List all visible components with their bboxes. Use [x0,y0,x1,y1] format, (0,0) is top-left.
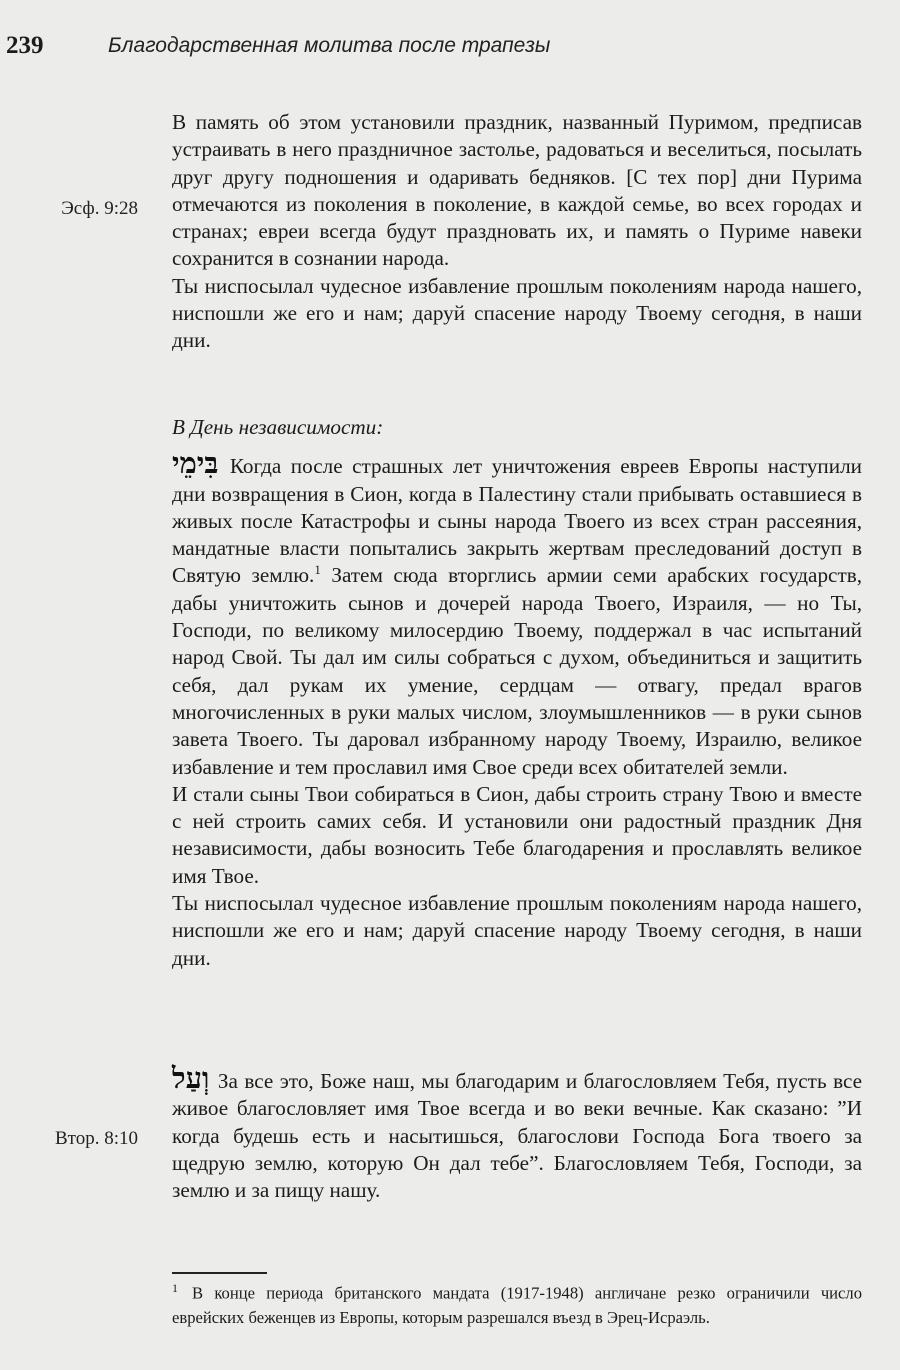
footnote [172,1276,862,1330]
independence-paragraph-3: Ты ниспосылал чудесное избавление прошлым поколениям народа нашего, ниспошли же его и нам; даруй спасение народу Твоему сегодня, в наши дни. [172,891,862,970]
closing-paragraph [172,1061,863,1204]
footnote-divider [172,1272,267,1274]
purim-paragraph-1: В память об этом установили праздник, названный Пуримом, предписав устраивать в него праздничное застолье, радоваться и веселиться, посылать друг другу подношения и одаривать бедняков. [С тех пор] дни Пурима отмечаются из поколения в поколение, в каждой семье, во всех городах и странах; евреи всегда будут праздновать их, и память о Пуриме навеки сохранится в сознании народа. [172,110,862,271]
margin-ref-deut: Втор. 8:10 [54,1128,138,1149]
footnote-number: 1 [172,1281,178,1295]
purim-paragraph-2: Ты ниспосылал чудесное избавление прошлым поколениям народа нашего, ниспошли же его и нам; даруй спасение народу Твоему сегодня, в наши дни. [172,273,862,353]
independence-subheading: В День независимости: [172,415,384,439]
hebrew-word-veal: וְעַל [172,1061,210,1095]
closing-section [172,1061,863,1204]
running-title: Благодарственная молитва после трапезы [108,34,551,57]
closing-text-b: Как сказано: ”И когда будешь есть и насытишься, благослови Господа Бога твоего за щедрую землю, которую Он дал тебе”. Благословляем Тебя, Господи, за землю и за пищу нашу. [172,1096,862,1203]
margin-ref-esther: Эсф. 9:28 [61,198,138,219]
independence-section [172,414,862,972]
independence-paragraph-2: И стали сыны Твои собираться в Сион, дабы строить страну Твою и вместе с ней строить самих себя. И установили они радостный праздник Дня независимости, дабы возносить Тебе благодарения и прославлять великое имя Твое. [172,781,862,888]
footnote-marker[interactable]: 1 [314,562,321,578]
independence-paragraph-1 [172,446,863,781]
page-header [6,30,886,62]
closing-text-a: За все это, Боже наш, мы благодарим и благословляем Тебя, пусть все живое благословляет имя Твое всегда и во веки вечные. [172,1069,863,1121]
hebrew-word-bimei: בִּימֵי [172,446,219,481]
independence-paragraph-1-a: Когда после страшных лет уничтожения евреев Европы наступили дни возвращения в Сион, когда в Палестину стали прибывать оставшиеся в живых после Катастрофы и сыны народа Твоего из всех стран рассеяния, мандатные власти попытались закрыть жертвам преследований доступ в Святую землю. [172,454,863,588]
independence-paragraph-1-b: Затем сюда вторглись армии семи арабских государств, дабы уничтожить сынов и дочерей народа Твоего, Израиля, — но Ты, Господи, по великому милосердию Твоему, поддержал в час испытаний народ Свой. Ты дал им силы собраться с духом, объединиться и защитить себя, дал рукам их умение, сердцам — отвагу, предал врагов многочисленных в руки малых числом, злоумышленников — в руки сынов завета Твоего. Ты даровал избранному народу Твоему, Израилю, великое избавление и тем прославил имя Свое среди всех обитателей земли. [172,563,863,779]
footnote-text: В конце периода британского мандата (1917-1948) англичане резко ограничили число еврейских беженцев из Европы, которым разрешался въезд в Эрец-Исраэль. [172,1283,862,1327]
purim-section [172,109,862,355]
page-number: 239 [6,32,44,59]
